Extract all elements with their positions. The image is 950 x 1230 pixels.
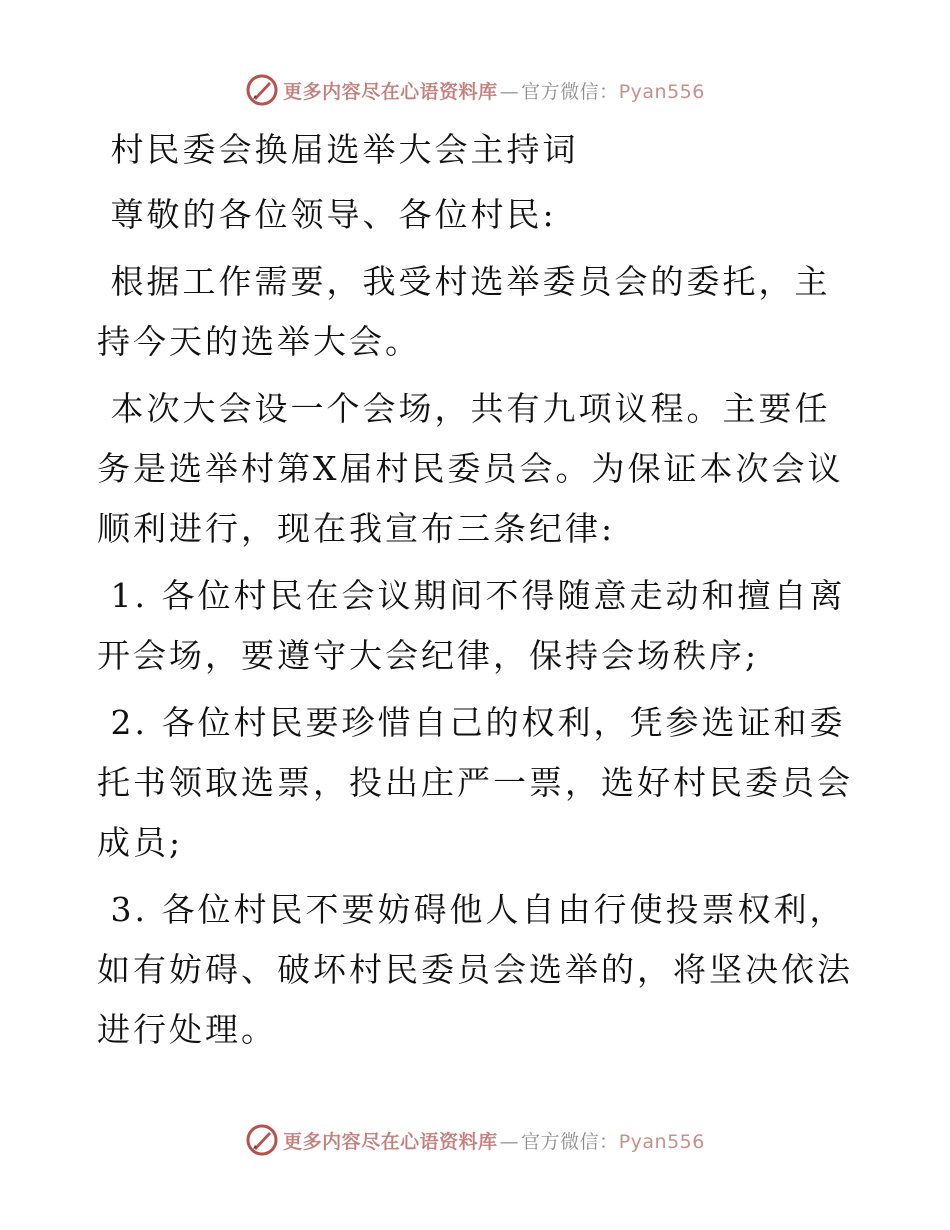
paragraph-agenda: 本次大会设一个会场，共有九项议程。主要任务是选举村第X届村民委员会。为保证本次会议顺利进行，现在我宣布三条纪律: [97,389,844,548]
watermark-wechat-label: 官方微信： [521,80,619,103]
paragraph-rule-1: 1. 各位村民在会议期间不得随意走动和擅自离开会场，要遵守大会纪律，保持会场秩序; [97,576,846,675]
watermark-text [283,77,705,104]
watermark-wechat-label: 官方微信： [521,1130,619,1153]
paragraph-intro: 根据工作需要，我受村选举委员会的委托，主持今天的选举大会。 [97,262,831,361]
quill-pen-logo-icon [245,73,279,107]
document-body [97,120,857,1067]
watermark-separator: — [499,1130,520,1153]
watermark-text [283,1127,705,1154]
quill-pen-logo-icon [245,1123,279,1157]
paragraph-rule-2: 2. 各位村民要珍惜自己的权利，凭参选证和委托书领取选票，投出庄严一票，选好村民委员会成员; [97,703,853,862]
document-salutation: 尊敬的各位领导、各位村民: [97,195,557,234]
watermark-main-text: 更多内容尽在心语资料库 [283,80,498,103]
watermark-wechat-id: Pyan556 [618,80,705,103]
paragraph-rule-3: 3. 各位村民不要妨碍他人自由行使投票权利，如有妨碍、破坏村民委员会选举的，将坚决依法进行处理。 [97,890,853,1049]
watermark-wechat-id: Pyan556 [618,1130,705,1153]
footer-watermark [0,1120,950,1160]
header-watermark [0,70,950,110]
watermark-main-text: 更多内容尽在心语资料库 [283,1130,498,1153]
watermark-separator: — [499,80,520,103]
document-title: 村民委会换届选举大会主持词 [97,130,579,169]
